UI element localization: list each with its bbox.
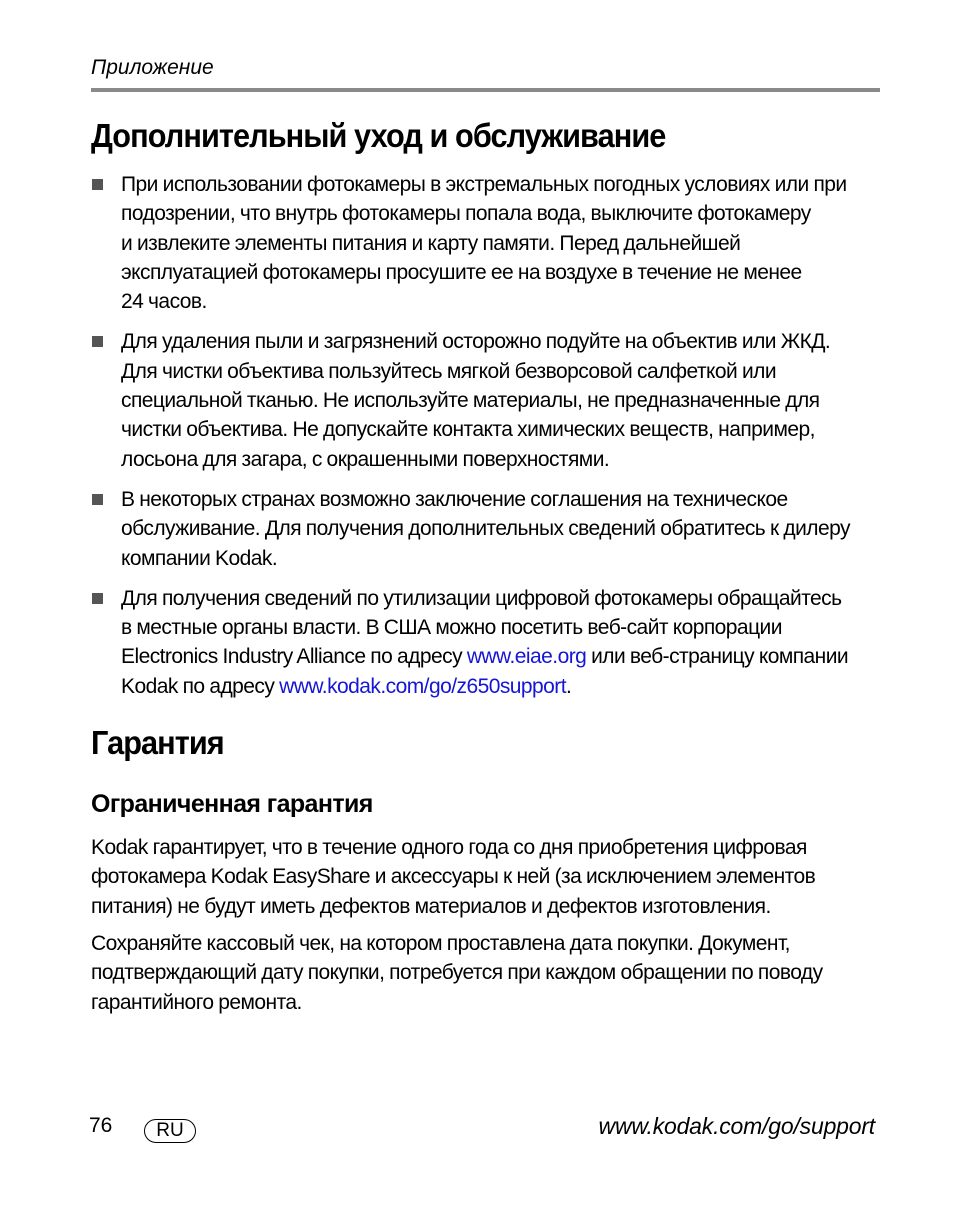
limited-warranty-subheading: Ограниченная гарантия [91,790,373,819]
bullet-line: специальной тканью. Не используйте материалы, не предназначенные для [121,389,820,413]
paragraph-line: Kodak гарантирует, что в течение одного года со дня приобретения цифровая [91,836,807,860]
paragraph-line: Сохраняйте кассовый чек, на котором проставлена дата покупки. Документ, [91,931,790,955]
bullet-line: 24 часов. [121,290,207,314]
bullet-line: подозрении, что внутрь фотокамеры попала вода, выключите фотокамеру [121,202,811,226]
care-heading: Дополнительный уход и обслуживание [91,117,666,154]
bullet-line: лосьона для загара, с окрашенными поверхностями. [121,447,610,471]
paragraph-line: гарантийного ремонта. [91,990,302,1014]
bullet-line: или веб-страницу компании [586,645,849,669]
bullet-line: Для удаления пыли и загрязнений осторожно подуйте на объектив или ЖКД. [121,330,831,354]
paragraph-line: подтверждающий дату покупки, потребуется при каждом обращении по поводу [91,961,823,985]
bullet-line: При использовании фотокамеры в экстремальных погодных условиях или при [121,173,847,196]
bullet-line: в местные органы власти. В США можно посетить веб-сайт корпорации [121,616,782,640]
bullet-line: компании Kodak. [121,546,278,570]
list-item [91,327,883,473]
bullet-square-icon [92,494,103,505]
bullet-line: чистки объектива. Не допускайте контакта химических веществ, например, [121,418,815,442]
header-rule [91,88,880,92]
bullet-line: В некоторых странах возможно заключение соглашения на техническое [121,487,788,511]
bullet-line: Electronics Industry Alliance по адресу [121,645,467,669]
receipt-paragraph [91,929,883,1017]
warranty-paragraph [91,833,883,921]
care-bullet-list [91,170,883,701]
bullet-line: . [566,674,572,698]
kodak-z650-support-link[interactable]: www.kodak.com/go/z650support [279,674,567,698]
page-content [91,112,883,1017]
language-badge: RU [144,1119,196,1143]
list-item [91,485,883,573]
bullet-square-icon [92,179,103,190]
bullet-line: обслуживание. Для получения дополнительных сведений обратитесь к дилеру [121,517,850,541]
bullet-square-icon [92,593,103,604]
footer-url: www.kodak.com/go/support [598,1113,875,1139]
paragraph-line: питания) не будут иметь дефектов материалов и дефектов изготовления. [91,894,771,918]
bullet-line: Kodak по адресу [121,674,280,698]
paragraph-line: фотокамера Kodak EasyShare и аксессуары к ней (за исключением элементов [91,865,816,889]
bullet-line: Для чистки объектива пользуйтесь мягкой безворсовой салфеткой или [121,359,777,383]
list-item-recycling [91,584,883,701]
bullet-line: Для получения сведений по утилизации цифровой фотокамеры обращайтесь [121,586,842,610]
warranty-heading: Гарантия [91,724,224,762]
bullet-square-icon [92,336,103,347]
page-number: 76 [89,1114,113,1137]
list-item [91,170,883,316]
bullet-line: эксплуатацией фотокамеры просушите ее на воздухе в течение не менее [121,260,802,284]
running-header: Приложение [91,56,214,79]
bullet-line: и извлеките элементы питания и карту памяти. Перед дальнейшей [121,231,741,255]
eiae-link[interactable]: www.eiae.org [466,645,587,669]
